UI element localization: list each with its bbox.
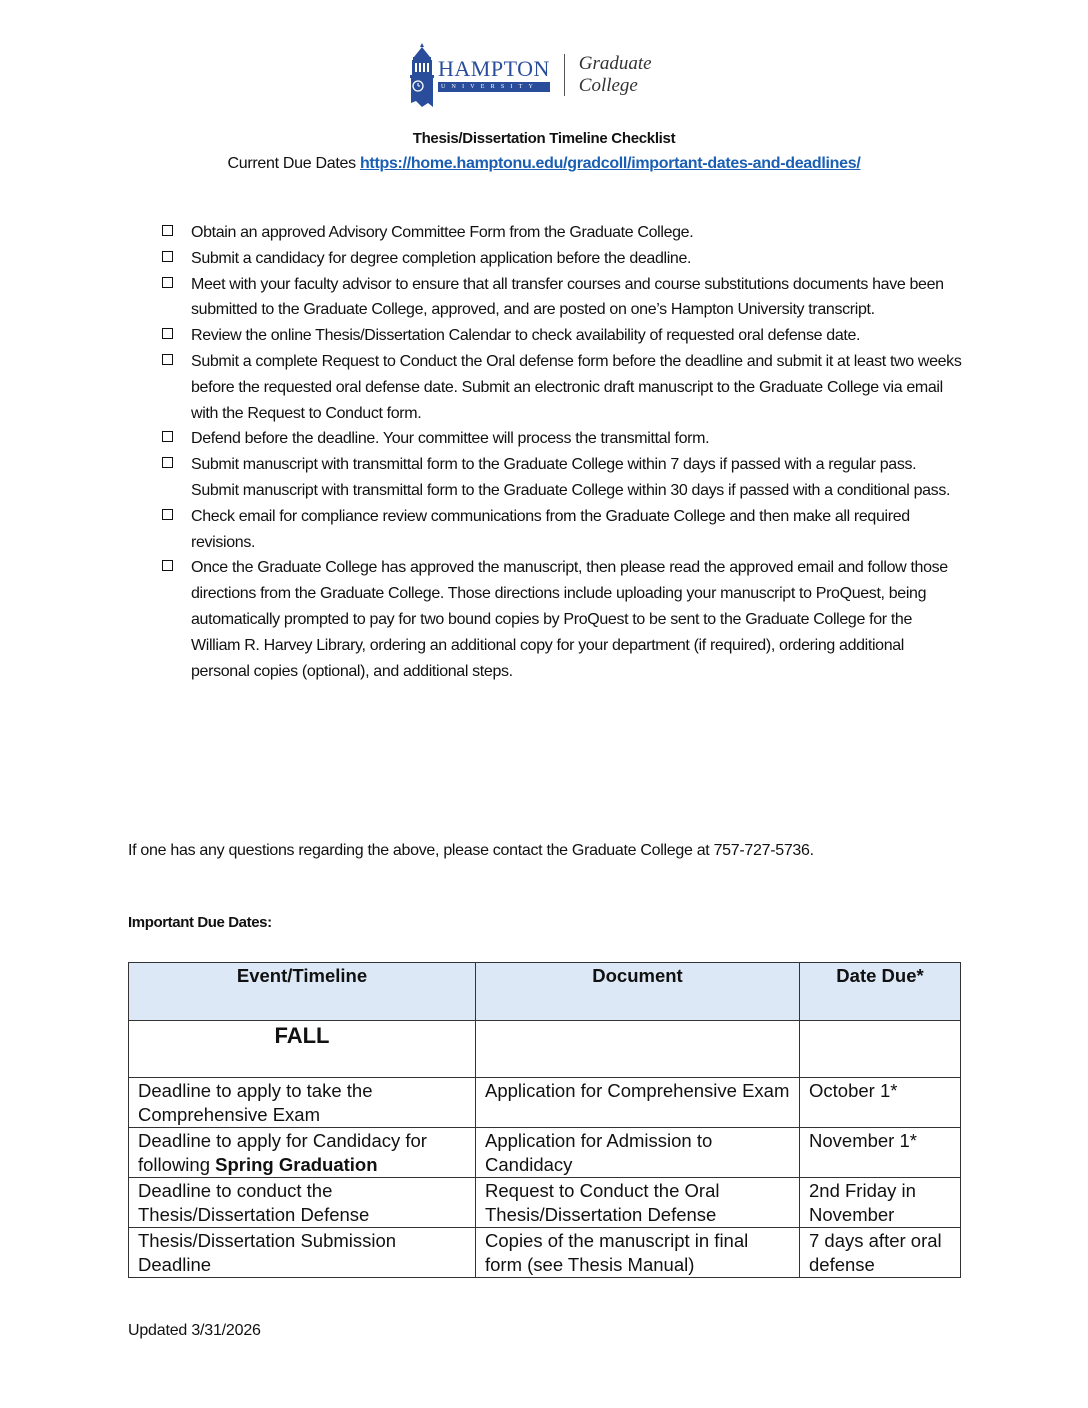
checkbox-icon[interactable] <box>162 277 173 288</box>
checklist-item-text: Submit a candidacy for degree completion application before the deadline. <box>191 249 692 267</box>
checkbox-icon[interactable] <box>162 431 173 442</box>
due-dates-label: Current Due Dates <box>227 155 356 172</box>
table-row <box>129 1078 961 1128</box>
date-cell: 2nd Friday in November <box>800 1178 961 1228</box>
checklist-item <box>162 452 962 504</box>
season-label: FALL <box>274 1023 330 1048</box>
checklist-item <box>162 323 962 349</box>
checkbox-icon[interactable] <box>162 457 173 468</box>
checklist-item <box>162 555 962 684</box>
table-row <box>129 1228 961 1278</box>
event-text: Deadline to conduct the Thesis/Dissertation Defense <box>138 1180 370 1225</box>
table-row <box>129 1128 961 1178</box>
hampton-graduate-college-logo <box>408 42 698 108</box>
checklist-item-text: Once the Graduate College has approved the manuscript, then please read the approved email and follow those directions from the Graduate College. Those directions include uploading your manuscript to ProQuest, being automatically prompted to pay for two bound copies by ProQuest to be sent to the Graduate College for the William R. Harvey Library, ordering an additional copy for your department (if required), ordering additional personal copies (optional), and additional steps. <box>191 559 948 680</box>
document-cell: Application for Comprehensive Exam <box>476 1078 800 1128</box>
season-cell <box>129 1021 476 1078</box>
important-due-dates-heading: Important Due Dates: <box>128 914 272 931</box>
checkbox-icon[interactable] <box>162 560 173 571</box>
checklist-item <box>162 272 962 324</box>
checkbox-icon[interactable] <box>162 251 173 262</box>
checkbox-icon[interactable] <box>162 509 173 520</box>
column-header-document: Document <box>476 963 800 1021</box>
checklist <box>162 220 962 684</box>
due-dates-link[interactable]: https://home.hamptonu.edu/gradcoll/important-dates-and-deadlines/ <box>359 155 861 172</box>
logo-university-text: UNIVERSITY <box>438 82 550 92</box>
document-cell: Application for Admission to Candidacy <box>476 1128 800 1178</box>
event-bold-text: Spring Graduation <box>215 1154 378 1175</box>
checklist-item-text: Defend before the deadline. Your committee will process the transmittal form. <box>191 430 710 448</box>
season-row <box>129 1021 961 1078</box>
page-title: Thesis/Dissertation Timeline Checklist <box>412 130 676 147</box>
updated-date: Updated 3/31/2026 <box>128 1322 261 1339</box>
current-due-dates-line <box>0 155 1088 173</box>
clock-tower-icon <box>408 43 436 107</box>
empty-cell <box>800 1021 961 1078</box>
checklist-item-text: Check email for compliance review communications from the Graduate College and then make all required revisions. <box>191 507 910 551</box>
column-header-event: Event/Timeline <box>129 963 476 1021</box>
checklist-item <box>162 220 962 246</box>
table-row <box>129 1178 961 1228</box>
checkbox-icon[interactable] <box>162 225 173 236</box>
document-cell: Request to Conduct the Oral Thesis/Dissertation Defense <box>476 1178 800 1228</box>
column-header-date-due: Date Due* <box>800 963 961 1021</box>
event-cell <box>129 1178 476 1228</box>
date-cell: November 1* <box>800 1128 961 1178</box>
table-header-row <box>129 963 961 1021</box>
event-cell <box>129 1128 476 1178</box>
document-cell: Copies of the manuscript in final form (see Thesis Manual) <box>476 1228 800 1278</box>
event-cell <box>129 1228 476 1278</box>
contact-text: If one has any questions regarding the above, please contact the Graduate College at 757-727-5736. <box>128 842 814 859</box>
checklist-item-text: Review the online Thesis/Dissertation Calendar to check availability of requested oral defense date. <box>191 327 861 345</box>
logo-college-text: Graduate College <box>578 53 652 96</box>
checklist-item <box>162 349 962 426</box>
logo-divider <box>564 54 565 96</box>
checkbox-icon[interactable] <box>162 328 173 339</box>
event-text: Deadline to apply to take the Comprehensive Exam <box>138 1080 373 1125</box>
checklist-item-text: Obtain an approved Advisory Committee Form from the Graduate College. <box>191 224 694 241</box>
checkbox-icon[interactable] <box>162 354 173 365</box>
checklist-item <box>162 426 962 452</box>
empty-cell <box>476 1021 800 1078</box>
event-text: Thesis/Dissertation Submission Deadline <box>138 1230 397 1275</box>
checklist-item-text: Submit a complete Request to Conduct the Oral defense form before the deadline and submit it at least two weeks before the requested oral defense date. Submit an electronic draft manuscript to the Graduate College via email with the Request to Conduct form. <box>191 352 962 422</box>
event-cell <box>129 1078 476 1128</box>
logo-hampton-text: HAMPTON <box>438 56 550 81</box>
checklist-item-text: Submit manuscript with transmittal form to the Graduate College within 7 days if passed with a regular pass. Submit manuscript with transmittal form to the Graduate College within 30 days if passed with a conditional pass. <box>191 456 951 499</box>
date-cell: 7 days after oral defense <box>800 1228 961 1278</box>
event-text: Deadline to apply for Candidacy for following <box>138 1130 427 1175</box>
due-dates-table <box>128 962 961 1278</box>
checklist-item <box>162 246 962 272</box>
checklist-item <box>162 504 962 556</box>
date-cell: October 1* <box>800 1078 961 1128</box>
checklist-item-text: Meet with your faculty advisor to ensure that all transfer courses and course substitutions documents have been submitted to the Graduate College, approved, and are posted on one’s Hampton University transcript. <box>191 275 944 319</box>
